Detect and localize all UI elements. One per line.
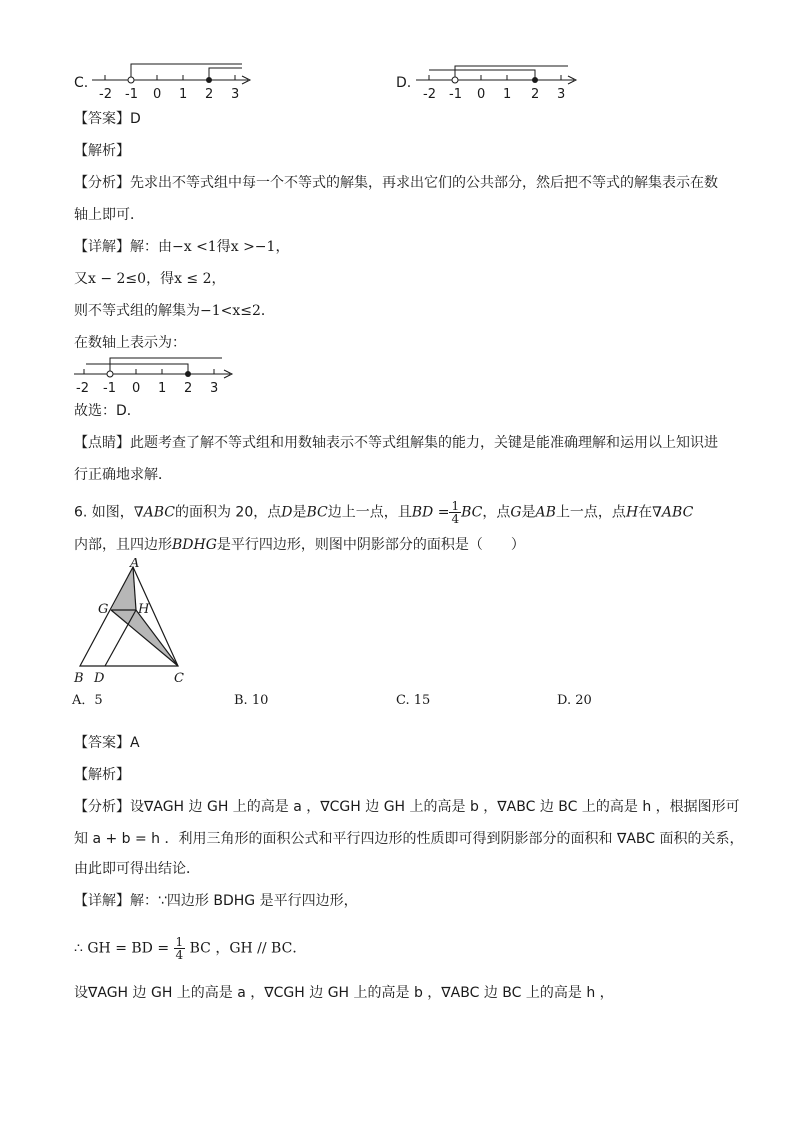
q5-comment-line1: 【点睛】此题考查了解不等式组和用数轴表示不等式组解集的能力，关键是能准确理解和运用以上知识进 [74,435,718,451]
open-dot [452,77,458,83]
tick-label: 3 [210,381,219,396]
tick-label: -1 [449,87,462,102]
q5-comment-line2: 行正确地求解． [74,467,172,483]
option-c: C. 15 [396,693,431,708]
label-g: G [98,602,109,617]
number-line-solution [72,352,242,398]
tick-label: 2 [184,381,193,396]
option-d: D. 20 [557,693,592,708]
tick-label: 0 [132,381,141,396]
q5-analysis-line2: 轴上即可． [74,207,144,223]
q5-answer: 【答案】D [74,111,141,127]
tick-label: -2 [99,87,112,102]
tick-label: 2 [531,87,540,102]
q6-answer: 【答案】A [74,735,140,751]
label-a: A [130,558,140,571]
fraction-one-quarter: $\frac{1}{4}$ [175,935,184,962]
q5-detail-line2: 又x − 2≤0，得x ≤ 2， [74,271,226,287]
tick-label: 0 [153,87,162,102]
label-c: C [174,671,184,686]
q6-stem-line2: 内部，且四边形BDHG是平行四边形，则图中阴影部分的面积是（ ） [74,537,525,553]
q6-analysis-line2: 知 a + b = h ．利用三角形的面积公式和平行四边形的性质即可得到阴影部分的面积和 ∇ABC 面积的关系， [74,831,744,847]
q5-detail-line1: 【详解】解：由−x <1得x >−1， [74,239,290,255]
closed-dot [185,371,191,377]
tick-label: 1 [503,87,512,102]
triangle-figure [72,558,202,686]
tick-label: -2 [423,87,436,102]
q6-analysis-line3: 由此即可得出结论． [74,861,200,877]
tick-label: 1 [179,87,188,102]
open-dot [128,77,134,83]
label-b: B [74,671,84,686]
q5-detail-line4: 在数轴上表示为： [74,335,186,351]
q5-detail-line3: 则不等式组的解集为−1<x≤2． [74,303,275,319]
q6-detail-line3: 设∇AGH 边 GH 上的高是 a ，∇CGH 边 GH 上的高是 b ，∇ABC 边 BC 上的高是 h ， [74,985,614,1001]
tick-label: 0 [477,87,486,102]
q5-analysis-heading: 【解析】 [74,143,130,159]
option-b: B. 10 [234,693,269,708]
open-dot [107,371,113,377]
tick-label: -1 [103,381,116,396]
label-d: D [94,671,105,686]
q5-analysis-line1: 【分析】先求出不等式组中每一个不等式的解集，再求出它们的公共部分，然后把不等式的解集表示在数 [74,175,718,191]
number-line-option-c [90,58,260,106]
q6-stem-line1: 6. 如图，∇ABC的面积为 20，点D是BC边上一点，且BD = $\frac{1}{4}$ BC，点G是AB上一点，点H在∇ABC [74,499,694,526]
fraction-one-quarter: $\frac{1}{4}$ [451,499,460,526]
tick-label: 2 [205,87,214,102]
q6-analysis-heading: 【解析】 [74,767,130,783]
option-d-label: D. [396,75,412,91]
label-h: H [138,602,150,617]
q6-detail-line2: ∴ GH = BD = $\frac{1}{4}$ BC ，GH // BC． [74,935,307,962]
tick-label: 1 [158,381,167,396]
closed-dot [532,77,538,83]
tick-label: -2 [76,381,89,396]
q6-detail-line1: 【详解】解：∵四边形 BDHG 是平行四边形， [74,893,358,909]
option-c-label: C. [74,75,89,91]
q6-analysis-line1: 【分析】设∇AGH 边 GH 上的高是 a ，∇CGH 边 GH 上的高是 b ，∇ABC 边 BC 上的高是 h ，根据图形可 [74,799,740,815]
q5-choose: 故选：D． [74,403,141,419]
closed-dot [206,77,212,83]
option-a: A．5 [72,693,103,708]
tick-label: 3 [231,87,240,102]
number-line-option-d [414,58,586,106]
shaded-triangle-agh [111,567,136,610]
tick-label: -1 [125,87,138,102]
tick-label: 3 [557,87,566,102]
